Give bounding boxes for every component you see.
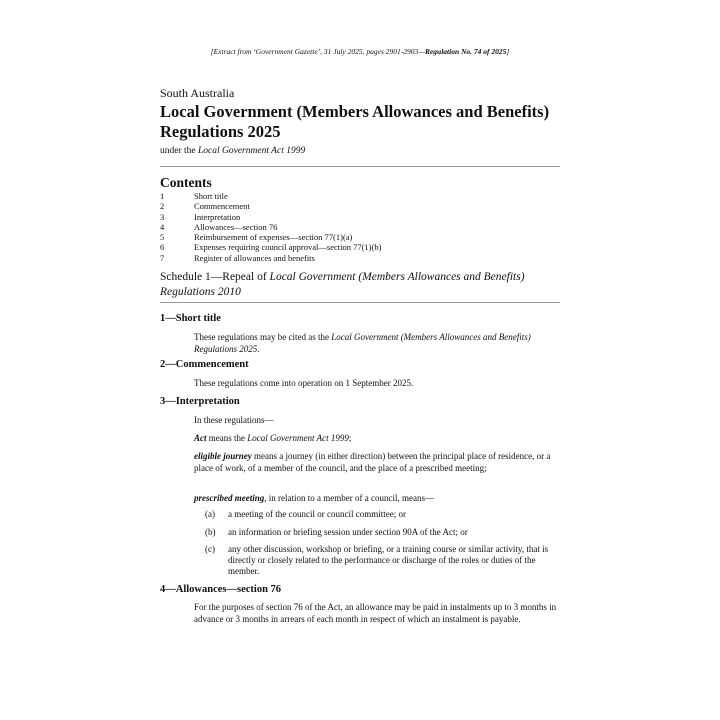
definition-prescribed-meeting — [194, 492, 554, 504]
section-heading-short-title: 1—Short title — [160, 313, 221, 324]
short-title-text — [194, 331, 554, 355]
list-item — [205, 509, 557, 520]
defined-term-act: Act — [194, 433, 207, 443]
divider-top — [160, 166, 560, 167]
defined-term-prescribed-meeting: prescribed meeting — [194, 493, 265, 503]
enabling-act-name: Local Government Act 1999 — [198, 146, 306, 156]
contents-item[interactable] — [160, 232, 381, 242]
schedule-entry[interactable] — [160, 270, 580, 300]
divider-contents — [160, 302, 560, 303]
contents-item-number: 7 — [160, 252, 165, 263]
short-title-text-start: These regulations may be cited as the — [194, 332, 332, 342]
list-item-marker: (b) — [205, 527, 216, 537]
contents-item-label: Reimbursement of expenses—section 77(1)(a) — [194, 232, 353, 243]
contents-item-label: Expenses requiring council approval—section 77(1)(b) — [194, 242, 382, 253]
contents-item[interactable] — [160, 201, 381, 211]
contents-item-number: 2 — [160, 201, 165, 212]
contents-item-number: 4 — [160, 221, 165, 232]
contents-heading: Contents — [160, 175, 212, 190]
section-heading-allowances: 4—Allowances—section 76 — [160, 584, 282, 595]
page-title: Local Government (Members Allowances and Benefits) Regulations 2025 — [160, 102, 550, 141]
definition-act-text: means the — [206, 433, 248, 443]
contents-item-number: 6 — [160, 242, 165, 253]
list-item-marker: (a) — [205, 509, 215, 519]
short-title-citation: Local Government (Members Allowances and Benefits) Regulations 2025 — [194, 332, 531, 354]
jurisdiction: South Australia — [160, 86, 235, 100]
list-item-text: an information or briefing session under section 90A of the Act; or — [228, 527, 468, 537]
contents-list — [160, 191, 381, 263]
definition-eligible-journey-text: means a journey (in either direction) between the principal place of residence, or a place of work, of a member of the council, and the place of a prescribed meeting; — [194, 451, 551, 473]
definition-prescribed-meeting-text: , in relation to a member of a council, means— — [264, 493, 434, 503]
schedule-title: Local Government (Members Allowances and Benefits) Regulations 2010 — [160, 271, 525, 298]
section-heading-interpretation: 3—Interpretation — [160, 396, 240, 407]
contents-item[interactable] — [160, 242, 381, 252]
contents-item[interactable] — [160, 222, 381, 232]
definition-eligible-journey — [194, 450, 560, 474]
contents-item-number: 5 — [160, 232, 165, 243]
under-prefix: under the — [160, 146, 198, 156]
list-item — [205, 527, 557, 538]
section-heading-commencement: 2—Commencement — [160, 359, 249, 370]
contents-item-label: Allowances—section 76 — [194, 221, 278, 232]
definition-act-end: ; — [348, 433, 352, 443]
short-title-text-end: . — [257, 344, 260, 354]
gazette-extract-line — [0, 47, 720, 56]
contents-item-label: Interpretation — [194, 211, 241, 222]
enabling-act-line — [160, 146, 305, 156]
list-item-marker: (c) — [205, 544, 215, 554]
schedule-prefix: Schedule 1—Repeal of — [160, 271, 270, 283]
contents-item[interactable] — [160, 253, 381, 263]
defined-term-eligible-journey: eligible journey — [194, 451, 252, 461]
contents-item[interactable] — [160, 212, 381, 222]
contents-item-label: Commencement — [194, 201, 250, 212]
list-item-text: any other discussion, workshop or briefing, or a training course or similar activity, that is directly or closely related to the performance or discharge of the roles or duties of the member. — [228, 544, 549, 576]
definition-act — [194, 432, 554, 444]
contents-item-label: Short title — [194, 191, 228, 201]
interpretation-intro: In these regulations— — [194, 415, 274, 425]
commencement-text: These regulations come into operation on 1 September 2025. — [194, 378, 414, 388]
allowances-text: For the purposes of section 76 of the Act, an allowance may be paid in instalments up to 3 months in advance or 3 months in arrears of each month in respect of which an instalment is payable. — [194, 602, 557, 624]
extract-text: [Extract from ‘Government Gazette’, 31 July 2025, pages 2901-2903— — [210, 47, 425, 56]
contents-item-number: 1 — [160, 191, 165, 201]
list-item — [205, 544, 557, 577]
contents-item-label: Register of allowances and benefits — [194, 252, 315, 263]
contents-item-number: 3 — [160, 211, 165, 222]
list-item-text: a meeting of the council or council committee; or — [228, 509, 406, 519]
extract-bracket: ] — [506, 47, 510, 56]
regulation-number: Regulation No. 74 of 2025 — [424, 47, 507, 56]
definition-act-name: Local Government Act 1999 — [247, 433, 349, 443]
contents-item[interactable] — [160, 191, 381, 201]
